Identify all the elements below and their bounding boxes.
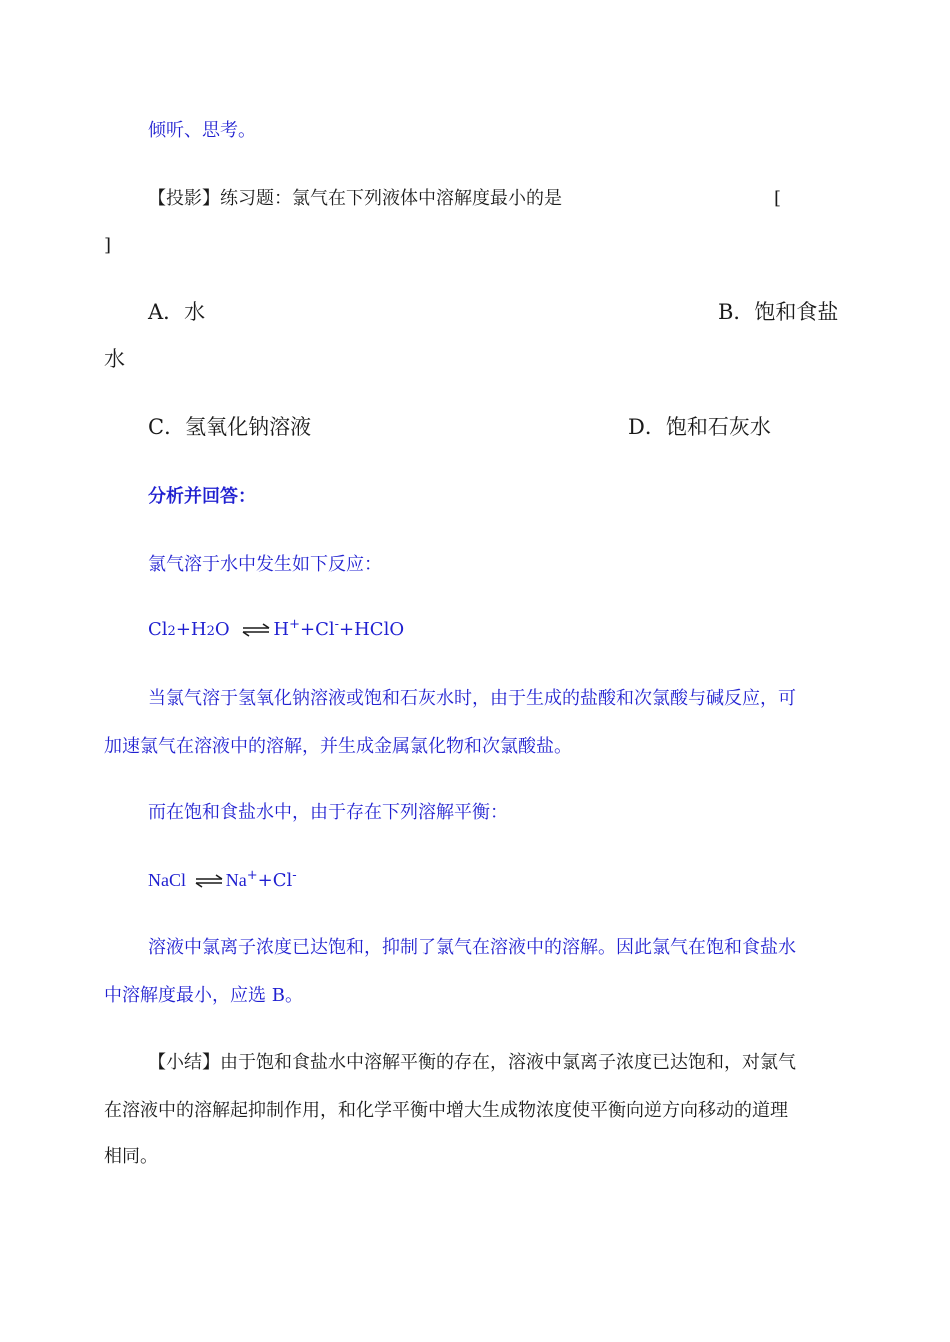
eq2-nacl: NaCl [148, 870, 186, 890]
eq1-cl-subscript: 2 [167, 624, 176, 639]
eq2-cl-ion: +Cl [257, 870, 293, 891]
option-b-wrap: 水 [104, 347, 125, 371]
eq1-h-charge: + [289, 617, 300, 632]
bracket-open: [ [774, 188, 782, 209]
eq1-hclo: +HClO [339, 619, 405, 640]
summary-line2: 在溶液中的溶解起抑制作用，和化学平衡中增大生成物浓度使平衡向逆方向移动的道理 [104, 1100, 788, 1121]
eq2-na-charge: + [246, 868, 258, 883]
equation-chlorine-water [148, 617, 404, 645]
listen-think-line: 倾听、思考。 [148, 120, 256, 141]
option-b: B．饱和食盐 [718, 300, 839, 324]
equation-nacl [148, 867, 297, 894]
eq1-h-ion: H [273, 619, 290, 640]
eq2-na: Na [225, 870, 247, 890]
eq1-plus-h: +H [175, 619, 207, 640]
eq1-h-subscript: 2 [206, 624, 215, 639]
eq1-cl: Cl [148, 619, 168, 640]
para-alkali-line1: 当氯气溶于氢氧化钠溶液或饱和石灰水时，由于生成的盐酸和次氯酸与碱反应，可 [148, 688, 796, 709]
para-alkali-line2: 加速氯气在溶液中的溶解，并生成金属氯化物和次氯酸盐。 [104, 736, 572, 757]
brine-intro: 而在饱和食盐水中，由于存在下列溶解平衡： [148, 802, 508, 823]
conclusion-line1: 溶液中氯离子浓度已达饱和，抑制了氯气在溶液中的溶解。因此氯气在饱和食盐水 [148, 937, 796, 958]
eq1-o: O [214, 619, 230, 640]
eq2-cl-charge: - [292, 868, 297, 883]
reversible-arrow-icon [194, 874, 224, 888]
summary-line1: 【小结】由于饱和食盐水中溶解平衡的存在，溶液中氯离子浓度已达饱和，对氯气 [148, 1052, 796, 1073]
exercise-prompt: 【投影】练习题：氯气在下列液体中溶解度最小的是 [148, 188, 562, 209]
eq1-cl-ion: +Cl [299, 619, 335, 640]
reversible-arrow-icon [241, 623, 271, 637]
conclusion-line2: 中溶解度最小，应选 B。 [104, 985, 303, 1006]
eq1-cl-charge: - [334, 617, 340, 632]
option-a: A．水 [148, 300, 206, 324]
summary-line3: 相同。 [104, 1146, 158, 1167]
analysis-heading: 分析并回答： [148, 486, 256, 507]
option-d: D．饱和石灰水 [628, 415, 771, 439]
bracket-close: ] [104, 235, 112, 256]
reaction-intro: 氯气溶于水中发生如下反应： [148, 554, 382, 575]
option-c: C．氢氧化钠溶液 [148, 415, 312, 439]
